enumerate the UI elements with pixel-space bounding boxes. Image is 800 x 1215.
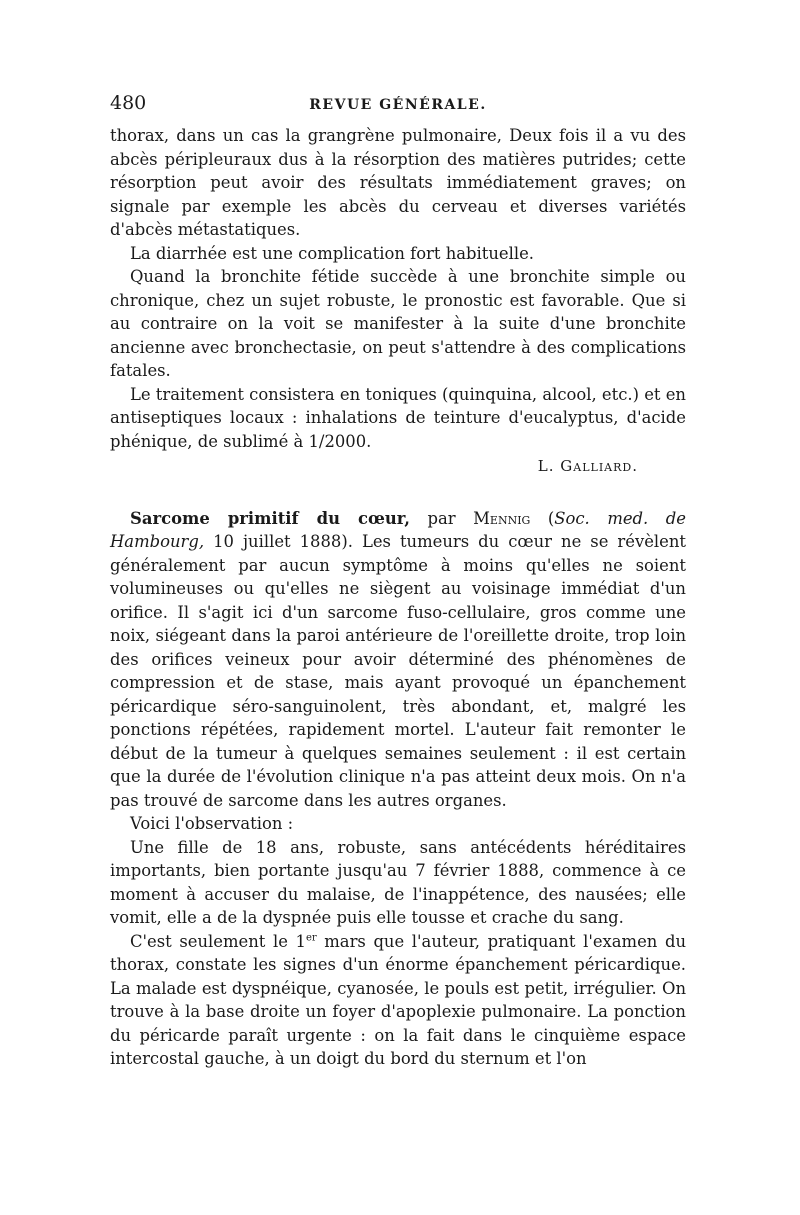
article-source: Soc. med. de Hambourg, (110, 508, 687, 551)
article-author: Mennig (473, 508, 531, 528)
page-number: 480 (110, 92, 147, 114)
article-paragraph (110, 507, 686, 813)
paragraph: Le traitement consistera en toniques (quinquina, alcool, etc.) et en antiseptiques locaux : inhalations de teinture d'eucalyptus, d'acide phénique, de sublimé à 1/2000. (110, 384, 686, 451)
byline-connector: par (409, 508, 474, 528)
body-text (110, 124, 686, 1071)
section-gap (110, 479, 686, 507)
journal-title: REVUE GÉNÉRALE. (309, 97, 487, 113)
paragraph: La diarrhée est une complication fort habituelle. (130, 243, 534, 263)
paragraph: Voici l'observation : (130, 814, 294, 833)
running-head (110, 92, 686, 124)
text-run: C'est seulement le 1 (130, 931, 306, 951)
paragraph: thorax, dans un cas la grangrène pulmonaire, Deux fois il a vu des abcès péripleuraux dus à la résorption des matières putrides; cette résorption peut avoir des résultats immédiatement graves; on signale par exemple les abcès du cerveau et diverses variétés d'abcès métastatiques. (110, 126, 686, 239)
paragraph: Quand la bronchite fétide succède à une bronchite simple ou chronique, chez un sujet robuste, le pronostic est favorable. Que si au contraire on la voit se manifester à la suite d'une bronchite ancienne avec bronchectasie, on peut s'attendre à des complications fatales. (110, 267, 686, 380)
paragraph: Une fille de 18 ans, robuste, sans antécédents héréditaires importants, bien portante jusqu'au 7 février 1888, commence à ce moment à accuser du malaise, de l'inappétence, des nausées; elle vomit, elle a de la dyspnée puis elle tousse et crache du sang. (110, 837, 686, 927)
article-summary: 10 juillet 1888). Les tumeurs du cœur ne se révèlent généralement par aucun symptôme à moins qu'elles ne soient volumineuses ou qu'elles ne siègent au voisinage immédiat d'un orifice. Il s'agit ici d'un sarcome fuso-cellulaire, gros comme une noix, siégeant dans la paroi antérieure de l'oreillette droite, trop loin des orifices veineux pour avoir déterminé des phénomènes de compression et de stase, mais ayant provoqué un épanchement péricardique séro-sanguinolent, très abondant, et, malgré les ponctions répétées, rapidement mortel. L'auteur fait remonter le début de la tumeur à quelques semaines seulement : il est certain que la durée de l'évolution clinique n'a pas atteint deux mois. On n'a pas trouvé de sarcome dans les autres organes. (110, 532, 686, 810)
book-page (110, 92, 686, 1071)
article-title: Sarcome primitif du cœur, (130, 508, 410, 528)
ordinal-superscript: er (305, 932, 317, 944)
author-signature: L. Galliard. (537, 457, 638, 475)
source-paren: ( (530, 508, 555, 528)
paragraph (110, 930, 686, 1071)
text-run: mars que l'auteur, pratiquant l'examen du thorax, constate les signes d'un énorme épanchement péricardique. La malade est dyspnéique, cyanosée, le pouls est petit, irrégulier. On trouve à la base droite un foyer d'apoplexie pulmonaire. La ponction du péricarde paraît urgente : on la fait dans le cinquième espace intercostal gauche, à un doigt du bord du sternum et l'on (110, 931, 686, 1068)
